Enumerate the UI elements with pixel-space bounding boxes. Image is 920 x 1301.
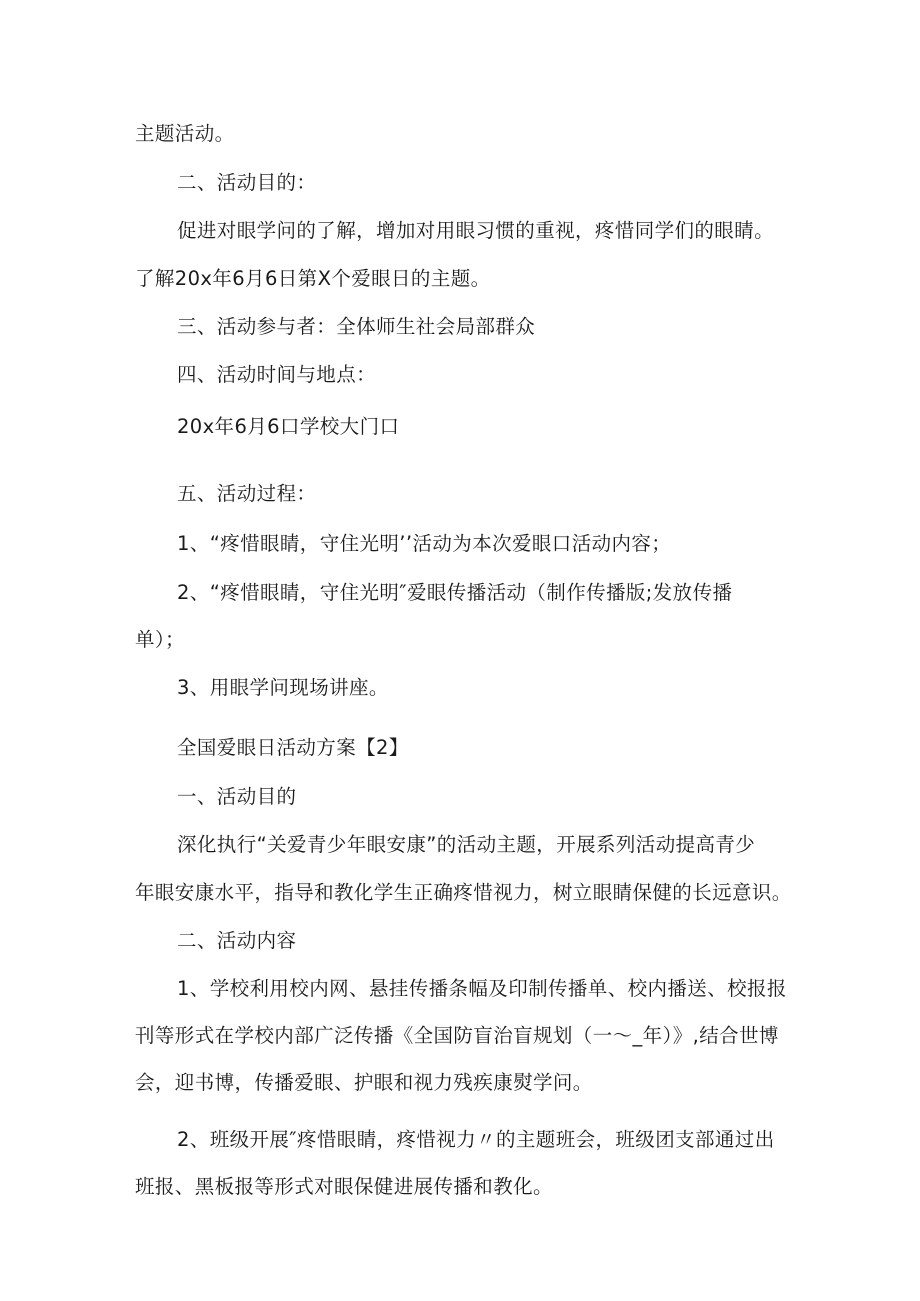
text-line-3: 促进对眼学问的了解，增加对用眼习惯的重视，疼惜同学们的眼睛。 [177, 219, 775, 242]
text-line-18: 1、学校利用校内网、悬挂传播条幅及印制传播单、校内播送、校报报 [177, 977, 787, 1000]
text-line-15: 深化执行“关爱青少年眼安康”的活动主题，开展系列活动提高青少 [177, 833, 756, 856]
text-line-9: 1、“疼惜眼睛，守住光明’’活动为本次爱眼口活动内容； [177, 532, 672, 555]
text-line-6: 四、活动时间与地点： [177, 363, 377, 386]
text-line-22: 班报、黑板报等形式对眼保健进展传播和教化。 [135, 1175, 553, 1198]
text-line-2: 二、活动目的： [177, 171, 317, 194]
text-line-7: 20x年6月6口学校大门口 [177, 415, 400, 438]
text-line-16: 年眼安康水平，指导和教化学生正确疼惜视力，树立眼睛保健的长远意识。 [135, 881, 792, 904]
text-line-20: 会，迎书博，传播爱眼、护眼和视力残疾康熨学问。 [135, 1071, 593, 1094]
text-line-19: 刊等形式在学校内部广泛传播《全国防盲治盲规划（一～_年）》,结合世博 [135, 1024, 779, 1047]
text-line-5: 三、活动参与者：全体师生社会局部群众 [177, 315, 536, 338]
section-heading: 全国爱眼日活动方案【2】 [177, 736, 409, 759]
text-line-11: 单）； [135, 628, 185, 651]
text-line-10: 2、“疼惜眼睛，守住光明″爱眼传播活动（制作传播版;发放传播 [177, 581, 733, 604]
text-line-17: 二、活动内容 [177, 929, 297, 952]
text-line-1: 主题活动。 [135, 122, 235, 145]
text-line-21: 2、班级开展″疼惜眼睛，疼惜视力〃的主题班会，班级团支部通过出 [177, 1128, 775, 1151]
text-line-8: 五、活动过程： [177, 482, 317, 505]
text-line-12: 3、用眼学问现场讲座。 [177, 676, 389, 699]
text-line-14: 一、活动目的 [177, 785, 297, 808]
text-line-4: 了解20x年6月6日第X个爱眼日的主题。 [135, 267, 491, 290]
